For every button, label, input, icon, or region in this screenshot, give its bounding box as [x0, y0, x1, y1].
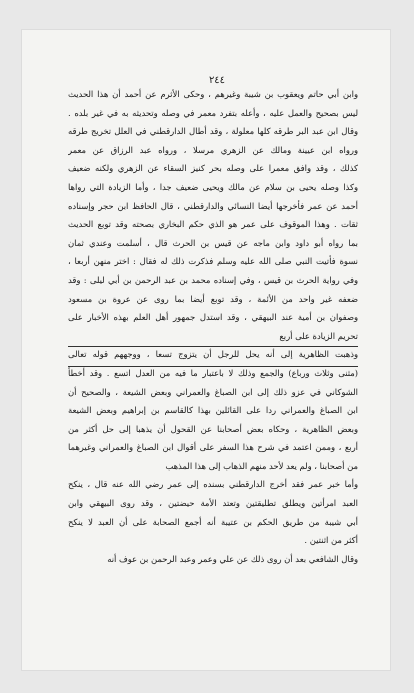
text-line: وقال ابن عبد البر طرقه كلها معلولة ، وقد أطال الدارقطني في العلل تخريج طرقه [68, 126, 358, 137]
text-line: الشوكاني في عزو ذلك إلى ابن الصباغ والعمراني وبعض الشيعة ، والصحيح أن [68, 386, 358, 397]
text-line: وابن أبي حاتم ويعقوب بن شيبة وغيرهم ، وحكى الأثرم عن أحمد أن هذا الحديث [68, 89, 358, 99]
text-line: نسوة فأتيت النبي صلى الله عليه وسلم فذكرت ذلك له فقال : اختر منهن أربعا ، [68, 256, 358, 267]
text-line: وصفوان بن أمية عند البيهقي ، وقد استدل جمهور أهل العلم بهذه الأخبار على [68, 312, 358, 323]
text-line: وقال الشافعي بعد أن روى ذلك عن علي وعمر وعبد الرحمن بن عوف أنه [107, 553, 358, 564]
text-line: وفي رواية الحرث بن قيس ، وفي إسناده محمد بن عبد الرحمن بن أبي ليلى : وقد [68, 274, 358, 285]
text-line: وأما خبر عمر فقد أخرج الدارقطني بسنده إلى عمر رضي الله عنه قال ، ينكح [68, 479, 358, 490]
text-line: وبعض الظاهرية ، وحكاه بعض أصحابنا عن القحول أن يذهبا إلى حل أكثر من [68, 423, 358, 434]
underline-rule [68, 366, 358, 367]
text-line: ضعفه غير واحد من الأئمة ، وقد توبع أيضا بما روى عن عروة بن مسعود [68, 293, 358, 304]
text-line: تحريم الزيادة على أربع [279, 330, 358, 341]
underline-rule [68, 346, 358, 347]
page-body-text [68, 85, 358, 568]
text-line: بما رواه أبو داود وابن ماجه عن قيس بن الحرث قال ، أسلمت وعندي ثمان [68, 237, 358, 248]
text-line: أكثر من اثنتين . [304, 535, 358, 546]
text-line: أربع ، وممن اعتمد في شرح هذا السفر على أقوال ابن الصباغ والعمراني وغيرهما [68, 442, 358, 453]
text-line: ابن الصباغ والعمراني ردا على القائلين بهذا كالقاسم بن إبراهيم وبعض الشيعة [68, 405, 358, 416]
text-line: وذهبت الظاهرية إلى أنه يحل للرجل أن يتزوج تسعا ، ووجههم قوله تعالى [68, 349, 358, 360]
page-number: ٢٤٤ [208, 75, 226, 86]
text-line: كذلك ، وقد وافق معمرا على وصله بحر كنيز السقاء عن الزهري ولكنه ضعيف [68, 163, 358, 174]
text-line: ثقات . وهذا الموقوف على عمر هو الذي حكم البخاري بصحته وقد توبع الحديث [68, 219, 358, 230]
text-line: أبي شيبة من طريق الحكم بن عتيبة أنه أجمع الصحابة على أن العبد لا ينكح [68, 516, 358, 527]
text-line: أحمد عن عمر فأخرجها أيضا النسائي والدارقطني ، قال الحافظ ابن حجر وإسناده [68, 200, 358, 211]
text-line: (مثنى وثلاث ورباع) والجمع وذلك لا باعتبار ما فيه من العدل اتسع . وقد أخطأ [68, 367, 358, 378]
text-line: العبد امرأتين ويطلق تطليقتين وتعتد الأمة حيضتين ، وقد روى البيهقي وابن [68, 498, 358, 509]
text-line: ورواه ابن عيينة ومالك عن الزهري مرسلا ، ورواه عبد الرزاق عن معمر [68, 144, 358, 155]
text-line: ليس بصحيح والعمل عليه ، وأعله بتفرد معمر في وصله وتحديثه به في غير بلده . [68, 107, 358, 118]
text-line: وكذا وصله يحيى بن سلام عن مالك ويحيى ضعيف جدا ، وأما الزيادة التي رواها [68, 181, 358, 192]
text-line: من أصحابنا ، ولم يعد لأحد منهم الذهاب إلى هذا المذهب [165, 460, 358, 471]
